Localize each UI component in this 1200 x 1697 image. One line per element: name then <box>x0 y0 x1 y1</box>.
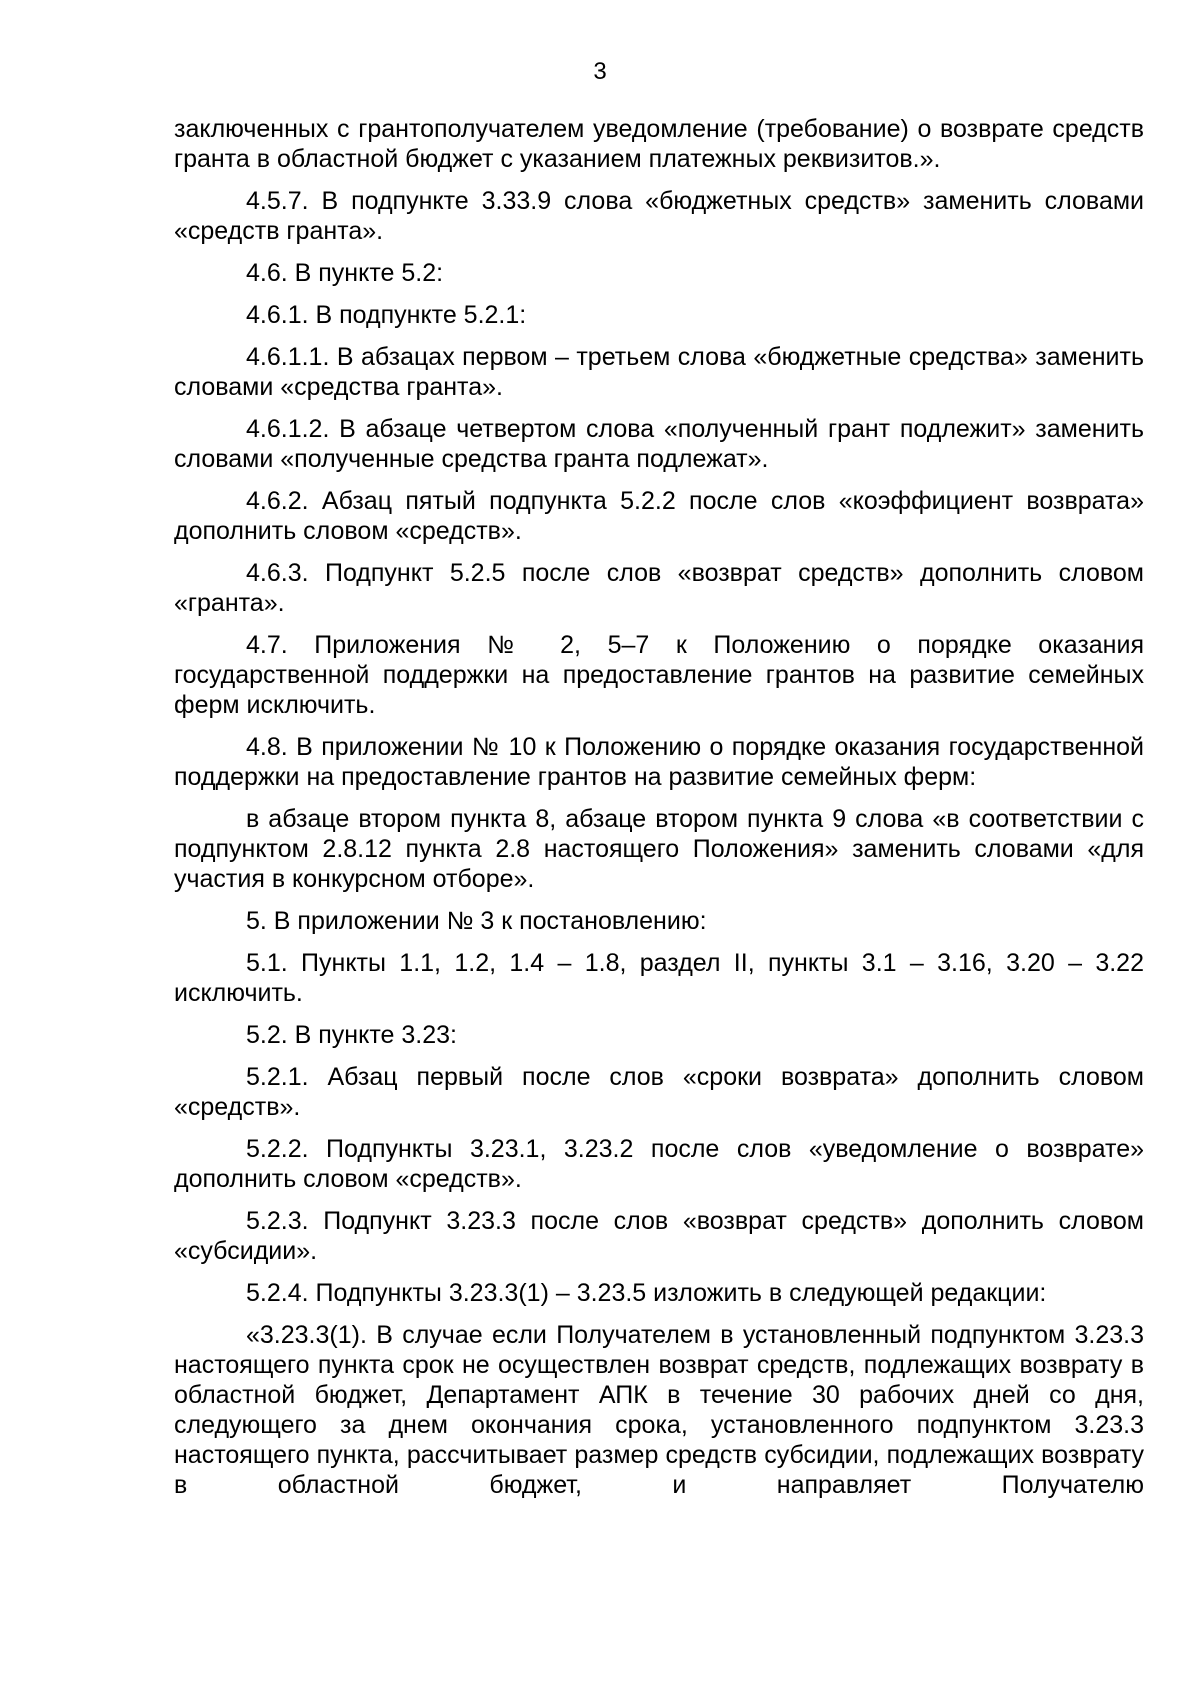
paragraph-17: 5.2.3. Подпункт 3.23.3 после слов «возврат средств» дополнить словом «субсидии». <box>174 1207 1144 1265</box>
paragraph-6: 4.6.1.2. В абзаце четвертом слова «полученный грант подлежит» заменить словами «полученные средства гранта подлежат». <box>174 415 1144 473</box>
paragraph-8: 4.6.3. Подпункт 5.2.5 после слов «возврат средств» дополнить словом «гранта». <box>174 559 1144 617</box>
page-number: 3 <box>593 58 607 85</box>
paragraph-14: 5.2. В пункте 3.23: <box>246 1021 457 1049</box>
paragraph-1: заключенных с грантополучателем уведомление (требование) о возврате средств гранта в областной бюджет с указанием платежных реквизитов.». <box>174 115 1144 173</box>
paragraph-10: 4.8. В приложении № 10 к Положению о порядке оказания государственной поддержки на предоставление грантов на развитие семейных ферм: <box>174 733 1144 791</box>
document-body <box>174 114 1144 1512</box>
paragraph-11: в абзаце втором пункта 8, абзаце втором пункта 9 слова «в соответствии с подпунктом 2.8.12 пункта 2.8 настоящего Положения» заменить словами «для участия в конкурсном отборе». <box>174 805 1144 893</box>
paragraph-18: 5.2.4. Подпункты 3.23.3(1) – 3.23.5 изложить в следующей редакции: <box>246 1279 1047 1307</box>
paragraph-15: 5.2.1. Абзац первый после слов «сроки возврата» дополнить словом «средств». <box>174 1063 1144 1121</box>
paragraph-2: 4.5.7. В подпункте 3.33.9 слова «бюджетных средств» заменить словами «средств гранта». <box>174 187 1144 245</box>
paragraph-13: 5.1. Пункты 1.1, 1.2, 1.4 – 1.8, раздел II, пункты 3.1 – 3.16, 3.20 – 3.22 исключить. <box>174 949 1144 1007</box>
paragraph-9: 4.7. Приложения № 2, 5–7 к Положению о порядке оказания государственной поддержки на предоставление грантов на развитие семейных ферм исключить. <box>174 631 1144 719</box>
paragraph-19: «3.23.3(1). В случае если Получателем в установленный подпунктом 3.23.3 настоящего пункта срок не осуществлен возврат средств, подлежащих возврату в областной бюджет, Департамент АПК в течение 30 рабочих дней со дня, следующего за днем окончания срока, установленного подпунктом 3.23.3 настоящего пункта, рассчитывает размер средств субсидии, подлежащих возврату в областной бюджет, и направляет Получателю <box>174 1321 1144 1499</box>
paragraph-4: 4.6.1. В подпункте 5.2.1: <box>246 301 527 329</box>
paragraph-3: 4.6. В пункте 5.2: <box>246 259 444 287</box>
paragraph-16: 5.2.2. Подпункты 3.23.1, 3.23.2 после слов «уведомление о возврате» дополнить словом «средств». <box>174 1135 1144 1193</box>
paragraph-12: 5. В приложении № 3 к постановлению: <box>246 907 707 935</box>
paragraph-5: 4.6.1.1. В абзацах первом – третьем слова «бюджетные средства» заменить словами «средства гранта». <box>174 343 1144 401</box>
paragraph-7: 4.6.2. Абзац пятый подпункта 5.2.2 после слов «коэффициент возврата» дополнить словом «средств». <box>174 487 1144 545</box>
